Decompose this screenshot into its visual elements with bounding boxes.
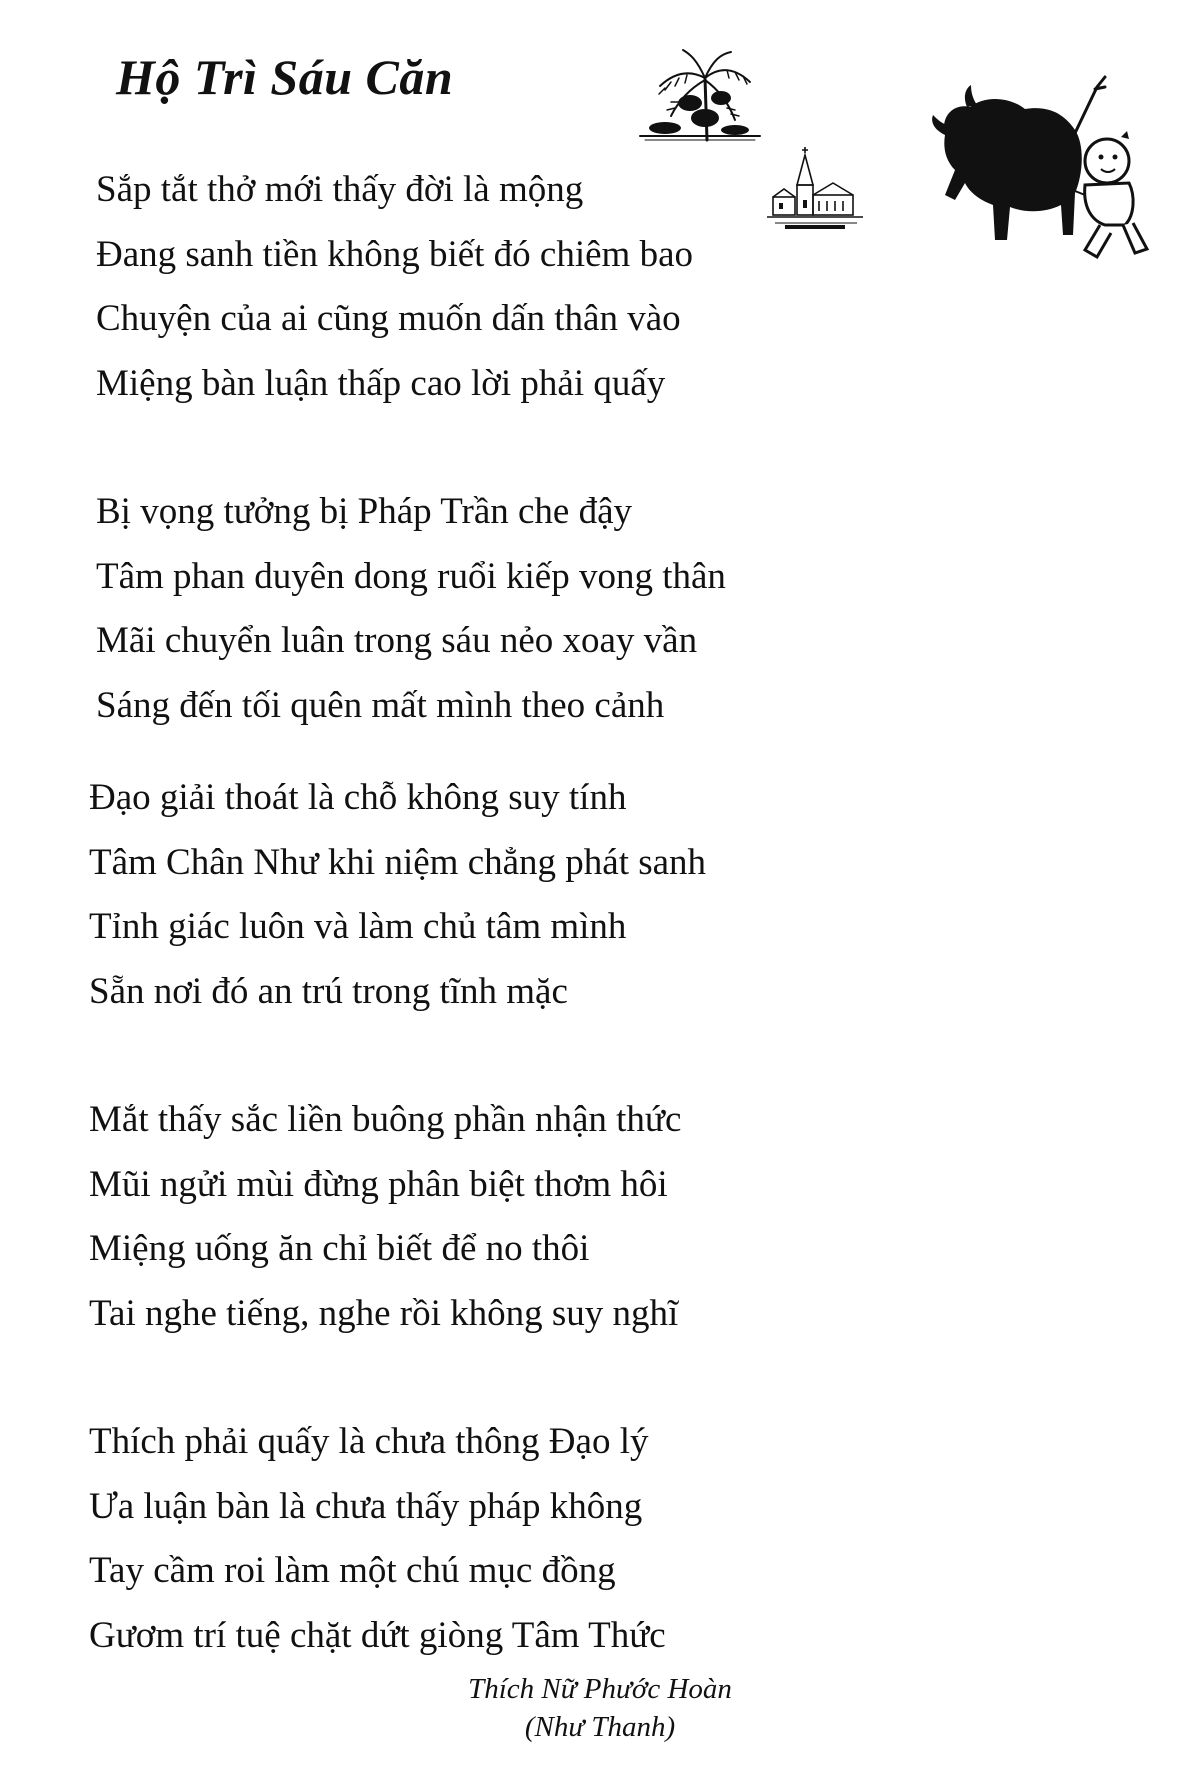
poem-line: Thích phải quấy là chưa thông Đạo lý [89,1421,649,1462]
palm-tree-icon [635,48,765,143]
poem-line: Tâm phan duyên dong ruổi kiếp vong thân [96,555,726,597]
author-name: Thích Nữ Phước Hoàn [468,1673,732,1705]
poem-title: Hộ Trì Sáu Căn [116,49,454,105]
poem-line: Ưa luận bàn là chưa thấy pháp không [89,1485,643,1527]
poem-line: Bị vọng tưởng bị Pháp Trần che đậy [96,491,633,532]
poem-line: Tai nghe tiếng, nghe rồi không suy nghĩ [89,1292,679,1334]
author-signature [440,1670,760,1746]
poem-line: Mũi ngửi mùi đừng phân biệt thơm hôi [89,1163,668,1205]
poem-line: Mãi chuyển luân trong sáu nẻo xoay vần [96,620,698,661]
poem-line: Gươm trí tuệ chặt dứt giòng Tâm Thức [89,1614,666,1656]
stanza-3 [89,776,706,1034]
poem-line: Mắt thấy sắc liền buông phần nhận thức [89,1099,682,1140]
author-alias: (Như Thanh) [524,1711,676,1743]
poem-line: Tay cầm roi làm một chú mục đồng [89,1550,616,1591]
poem-line: Sáng đến tối quên mất mình theo cảnh [96,684,665,726]
poem-line: Chuyện của ai cũng muốn dấn thân vào [96,298,681,339]
ox-and-herder-boy-icon [925,75,1165,270]
village-church-icon [765,145,865,235]
poem-line: Miệng bàn luận thấp cao lời phải quấy [96,362,666,404]
stanza-5 [89,1420,666,1678]
poem-line: Đang sanh tiền không biết đó chiêm bao [96,233,694,275]
stanza-1 [96,168,693,426]
poem-line: Tỉnh giác luôn và làm chủ tâm mình [89,906,627,947]
stanza-4 [89,1098,681,1356]
poem-line: Sẵn nơi đó an trú trong tĩnh mặc [89,970,568,1012]
poem-line: Tâm Chân Như khi niệm chẳng phát sanh [89,841,707,883]
poem-line: Miệng uống ăn chỉ biết để no thôi [89,1228,590,1269]
poem-line: Đạo giải thoát là chỗ không suy tính [89,777,627,818]
poem-line: Sắp tắt thở mới thấy đời là mộng [96,169,584,210]
stanza-2 [96,490,726,748]
